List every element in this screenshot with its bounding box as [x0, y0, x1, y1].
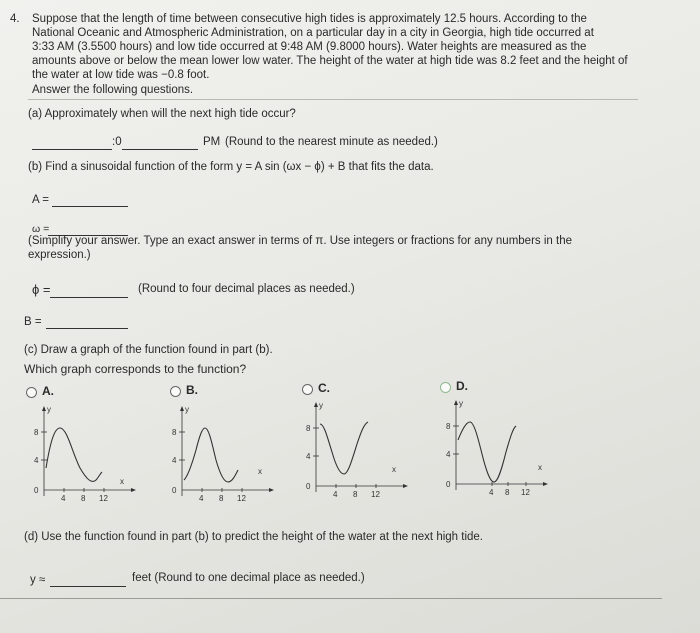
- graph-option-d[interactable]: [442, 398, 552, 498]
- graph-a-x-label: x: [120, 477, 124, 486]
- part-a-unit: PM: [203, 136, 221, 148]
- option-b-radio[interactable]: [170, 386, 181, 397]
- graph-d-y-label: y: [459, 399, 463, 408]
- phi-label: ϕ =: [32, 282, 51, 297]
- part-a-minute-input[interactable]: [122, 149, 198, 150]
- graph-option-c[interactable]: [302, 400, 412, 500]
- problem-line-2: National Oceanic and Atmospheric Administration, on a particular day in a city in Georgia, high tide occurred at: [32, 27, 594, 39]
- b-label: B =: [24, 316, 42, 328]
- part-d-note: feet (Round to one decimal place as needed.): [132, 572, 365, 584]
- graph-c-ytick-0: 0: [306, 482, 311, 491]
- graph-a-ytick-8: 8: [34, 428, 39, 437]
- graph-a-xtick-8: 8: [81, 494, 86, 503]
- omega-note-1: (Simplify your answer. Type an exact answer in terms of π. Use integers or fractions for any numbers in the: [28, 235, 572, 247]
- graph-d-ytick-0: 0: [446, 480, 451, 489]
- graph-c-ytick-4: 4: [306, 452, 311, 461]
- part-a-colon-zero: :0: [112, 136, 122, 148]
- graph-b-xtick-12: 12: [237, 494, 246, 503]
- omega-note-2: expression.): [28, 249, 91, 261]
- graph-a-y-label: y: [47, 405, 51, 414]
- graph-a-xtick-4: 4: [61, 494, 66, 503]
- graph-d-ytick-8: 8: [446, 422, 451, 431]
- omega-label: ω =: [32, 223, 50, 235]
- graph-d-xtick-12: 12: [521, 488, 530, 497]
- problem-line-4: amounts above or below the mean lower low water. The height of the water at high tide was 8.2 feet and the height of: [32, 55, 628, 67]
- graph-a-ytick-4: 4: [34, 456, 39, 465]
- graph-d-xtick-4: 4: [489, 488, 494, 497]
- graph-d-curve: [458, 422, 516, 482]
- bottom-divider: [0, 598, 662, 599]
- part-c-question: (c) Draw a graph of the function found in part (b).: [24, 344, 273, 356]
- option-d-radio[interactable]: [440, 382, 451, 393]
- a-input[interactable]: [52, 206, 128, 207]
- a-label: A =: [32, 194, 49, 206]
- part-b-question: (b) Find a sinusoidal function of the form y = A sin (ωx − ϕ) + B that fits the data.: [28, 161, 434, 173]
- graph-b-y-label: y: [185, 405, 189, 414]
- graph-d-x-label: x: [538, 463, 542, 472]
- option-d-label[interactable]: D.: [456, 379, 468, 393]
- graph-d-xtick-8: 8: [505, 488, 510, 497]
- b-input[interactable]: [46, 328, 128, 329]
- problem-line-3: 3:33 AM (3.5500 hours) and low tide occurred at 9:48 AM (9.8000 hours). Water heights are measured as the: [32, 41, 587, 53]
- graph-b-ytick-4: 4: [172, 456, 177, 465]
- graph-b-xtick-8: 8: [219, 494, 224, 503]
- part-a-question: (a) Approximately when will the next high tide occur?: [28, 108, 296, 120]
- section-divider: [28, 99, 638, 100]
- option-b-label[interactable]: B.: [186, 383, 198, 397]
- instruction: Answer the following questions.: [32, 84, 194, 96]
- phi-input[interactable]: [50, 297, 128, 298]
- part-d-question: (d) Use the function found in part (b) to predict the height of the water at the next high tide.: [24, 531, 483, 543]
- graph-c-y-label: y: [319, 401, 323, 410]
- option-a-radio[interactable]: [26, 387, 37, 398]
- option-a-label[interactable]: A.: [42, 384, 54, 398]
- graph-c-curve: [320, 422, 368, 474]
- problem-line-5: the water at low tide was −0.8 foot.: [32, 69, 210, 81]
- graph-a-ytick-0: 0: [34, 486, 39, 495]
- graph-option-a[interactable]: [30, 404, 140, 504]
- option-c-label[interactable]: C.: [318, 381, 330, 395]
- option-c-radio[interactable]: [302, 384, 313, 395]
- part-a-note: (Round to the nearest minute as needed.): [225, 136, 438, 148]
- problem-number: 4.: [10, 13, 20, 25]
- graph-c-xtick-4: 4: [333, 490, 338, 499]
- part-d-y-label: y ≈: [30, 574, 46, 586]
- graph-c-xtick-12: 12: [371, 490, 380, 499]
- graph-option-b[interactable]: [168, 404, 278, 504]
- graph-b-x-label: x: [258, 467, 262, 476]
- graph-d-ytick-4: 4: [446, 450, 451, 459]
- problem-line-1: Suppose that the length of time between consecutive high tides is approximately 12.5 hours. According to the: [32, 13, 587, 25]
- graph-c-ytick-8: 8: [306, 424, 311, 433]
- part-a-hour-input[interactable]: [32, 149, 112, 150]
- graph-a-curve: [46, 428, 102, 482]
- part-c-prompt: Which graph corresponds to the function?: [24, 362, 247, 376]
- graph-b-ytick-8: 8: [172, 428, 177, 437]
- part-d-height-input[interactable]: [50, 586, 126, 587]
- graph-b-ytick-0: 0: [172, 486, 177, 495]
- phi-note: (Round to four decimal places as needed.): [138, 283, 355, 295]
- graph-b-curve: [184, 428, 238, 482]
- graph-a-xtick-12: 12: [99, 494, 108, 503]
- graph-b-xtick-4: 4: [199, 494, 204, 503]
- graph-c-xtick-8: 8: [353, 490, 358, 499]
- graph-c-x-label: x: [392, 465, 396, 474]
